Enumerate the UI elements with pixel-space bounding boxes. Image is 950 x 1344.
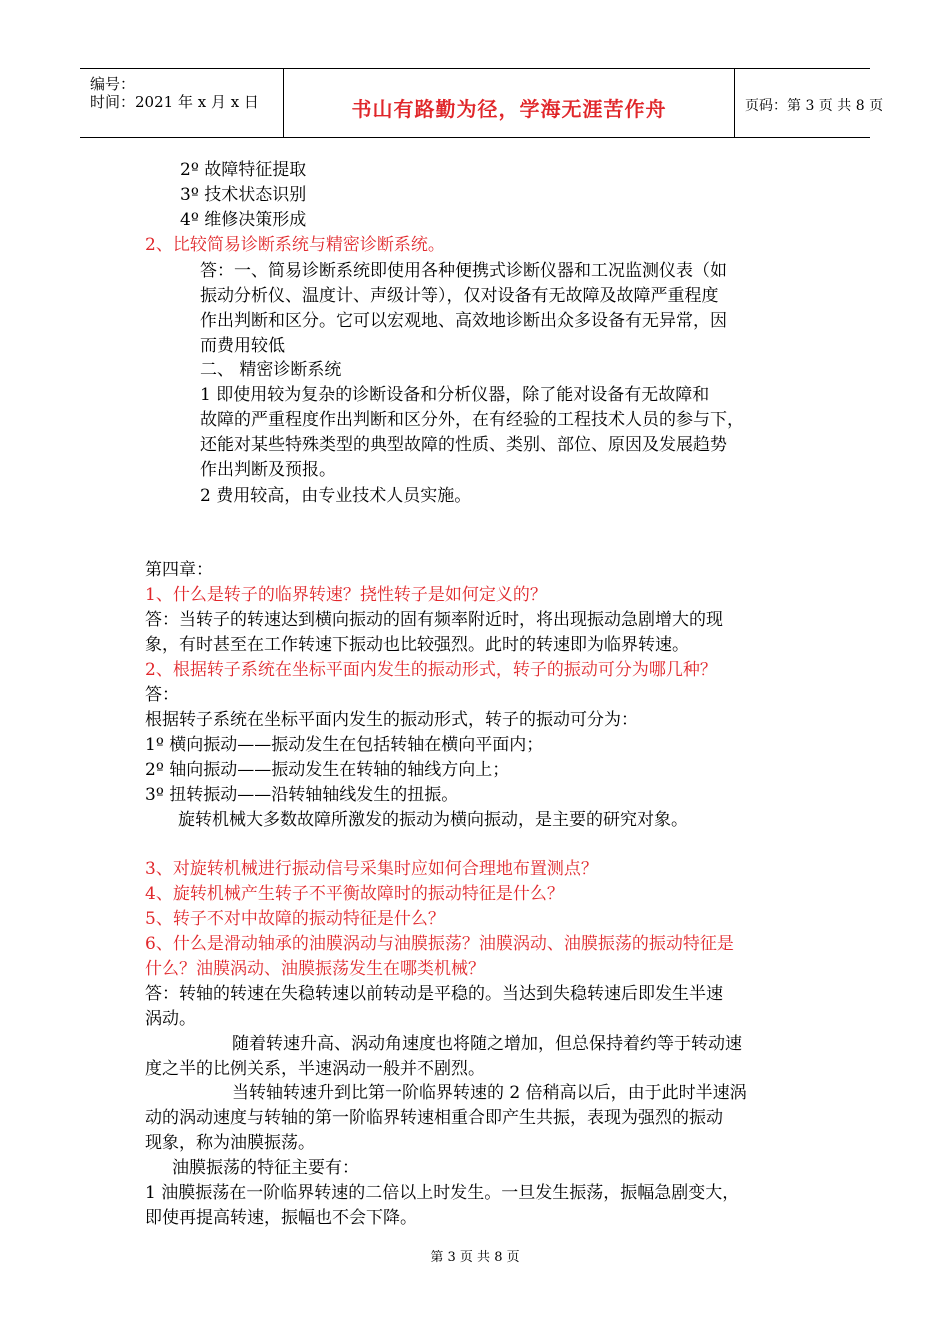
text-line: 度之半的比例关系，半速涡动一般并不剧烈。 xyxy=(145,1059,485,1079)
text-line: 2、根据转子系统在坐标平面内发生的振动形式，转子的振动可分为哪几种？ xyxy=(145,660,717,680)
text-line: 答：一、简易诊断系统即使用各种便携式诊断仪器和工况监测仪表（如 xyxy=(200,261,727,281)
text-line: 2º 故障特征提取 xyxy=(180,160,307,180)
text-line: 二、 精密诊断系统 xyxy=(200,360,342,380)
text-line: 5、转子不对中故障的振动特征是什么？ xyxy=(145,909,445,929)
text-line: 第四章： xyxy=(145,560,213,580)
text-line: 象，有时甚至在工作转速下振动也比较强烈。此时的转速即为临界转速。 xyxy=(145,635,689,655)
text-line: 还能对某些特殊类型的典型故障的性质、类别、部位、原因及发展趋势 xyxy=(200,435,727,455)
page-info: 页码：第 3 页 共 8 页 xyxy=(745,98,884,114)
text-line: 2 费用较高，由专业技术人员实施。 xyxy=(200,486,472,506)
text-line: 4、旋转机械产生转子不平衡故障时的振动特征是什么？ xyxy=(145,884,564,904)
text-line: 2、比较简易诊断系统与精密诊断系统。 xyxy=(145,235,445,255)
text-line: 根据转子系统在坐标平面内发生的振动形式，转子的振动可分为： xyxy=(145,710,638,730)
text-line: 1º 横向振动——振动发生在包括转轴在横向平面内； xyxy=(145,735,544,755)
text-line: 动的涡动速度与转轴的第一阶临界转速相重合即产生共振，表现为强烈的振动 xyxy=(145,1108,723,1128)
header-page-cell xyxy=(735,69,884,137)
text-line: 4º 维修决策形成 xyxy=(180,210,307,230)
text-line: 3、对旋转机械进行振动信号采集时应如何合理地布置测点？ xyxy=(145,859,598,879)
text-line: 3º 扭转振动——沿转轴轴线发生的扭振。 xyxy=(145,785,459,805)
text-line: 随着转速升高、涡动角速度也将随之增加，但总保持着约等于转动速 xyxy=(232,1034,742,1054)
text-line: 什么？油膜涡动、油膜振荡发生在哪类机械？ xyxy=(145,959,485,979)
text-line: 当转轴转速升到比第一阶临界转速的 2 倍稍高以后，由于此时半速涡 xyxy=(232,1083,747,1103)
text-line: 1、什么是转子的临界转速？挠性转子是如何定义的？ xyxy=(145,585,547,605)
page-footer: 第 3 页 共 8 页 xyxy=(430,1250,520,1265)
text-line: 作出判断和区分。它可以宏观地、高效地诊断出众多设备有无异常，因 xyxy=(200,311,727,331)
text-line: 答：当转子的转速达到横向振动的固有频率附近时，将出现振动急剧增大的现 xyxy=(145,610,723,630)
number-label: 编号： xyxy=(90,75,136,93)
text-line: 即使再提高转速，振幅也不会下降。 xyxy=(145,1208,417,1228)
text-line: 而费用较低 xyxy=(200,336,285,356)
text-line: 1 油膜振荡在一阶临界转速的二倍以上时发生。一旦发生振荡，振幅急剧变大， xyxy=(145,1183,740,1203)
text-line: 故障的严重程度作出判断和区分外，在有经验的工程技术人员的参与下， xyxy=(200,410,744,430)
header-motto-cell xyxy=(284,69,735,137)
text-line: 涡动。 xyxy=(145,1009,196,1029)
header-meta-cell xyxy=(80,69,284,137)
text-line: 6、什么是滑动轴承的油膜涡动与油膜振荡？油膜涡动、油膜振荡的振动特征是 xyxy=(145,934,734,954)
text-line: 振动分析仪、温度计、声级计等），仅对设备有无故障及故障严重程度 xyxy=(200,286,719,306)
text-line: 现象，称为油膜振荡。 xyxy=(145,1133,315,1153)
page-header xyxy=(80,68,884,138)
time-label: 时间：2021 年 x 月 x 日 xyxy=(90,93,259,111)
text-line: 2º 轴向振动——振动发生在转轴的轴线方向上； xyxy=(145,760,510,780)
motto: 书山有路勤为径，学海无涯苦作舟 xyxy=(351,97,667,121)
text-line: 答：转轴的转速在失稳转速以前转动是平稳的。当达到失稳转速后即发生半速 xyxy=(145,984,723,1004)
text-line: 3º 技术状态识别 xyxy=(180,185,307,205)
text-line: 作出判断及预报。 xyxy=(200,460,336,480)
text-line: 答： xyxy=(145,685,179,705)
text-line: 油膜振荡的特征主要有： xyxy=(172,1158,359,1178)
text-line: 1 即使用较为复杂的诊断设备和分析仪器，除了能对设备有无故障和 xyxy=(200,385,710,405)
text-line: 旋转机械大多数故障所激发的振动为横向振动，是主要的研究对象。 xyxy=(178,810,688,830)
